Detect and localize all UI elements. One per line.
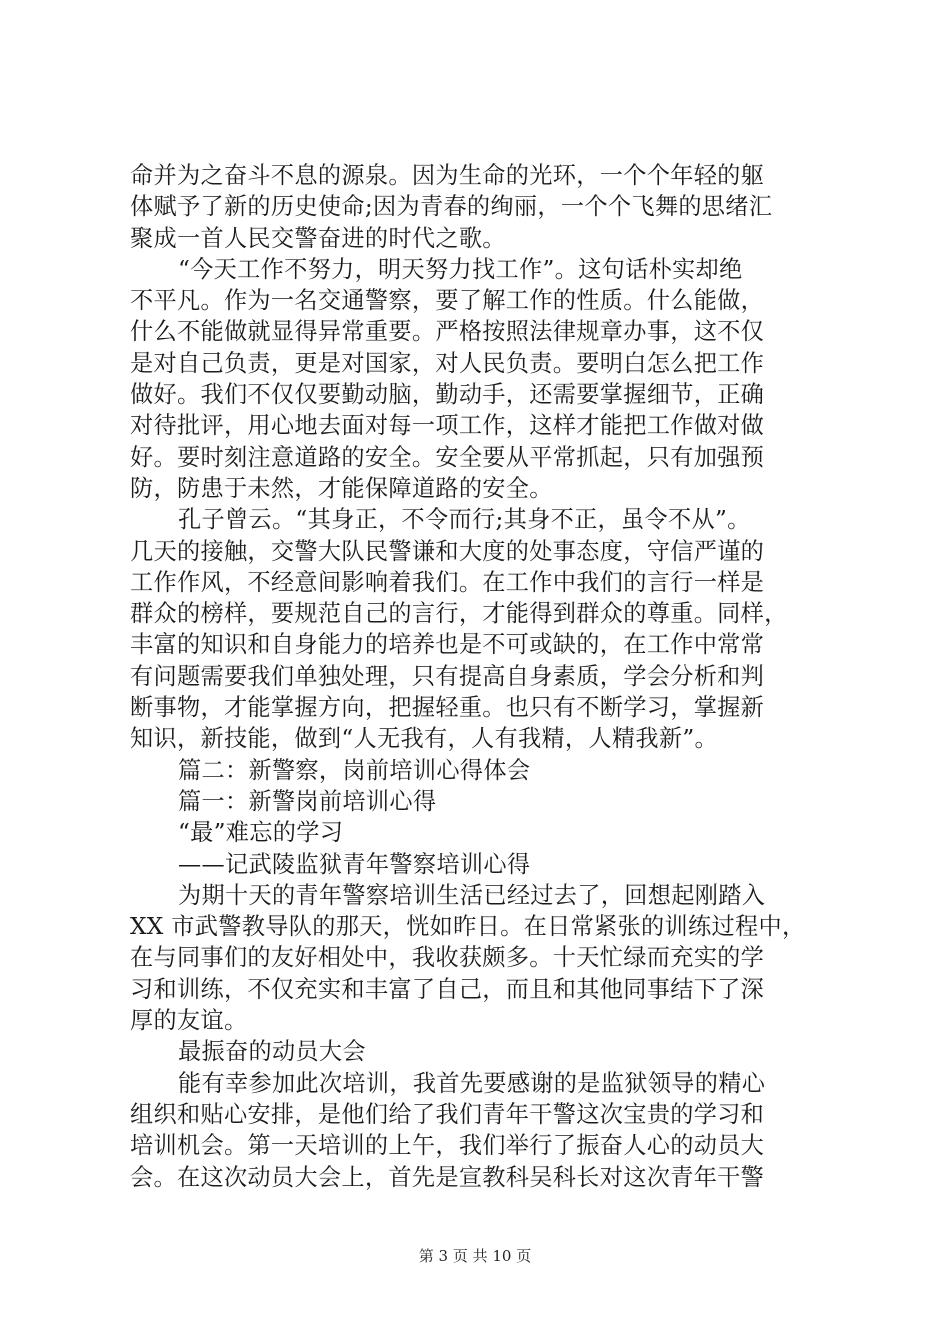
body-line: 断事物，才能掌握方向，把握轻重。也只有不断学习，掌握新: [130, 694, 765, 722]
body-line: 为期十天的青年警察培训生活已经过去了，回想起刚踏入: [178, 881, 766, 909]
document-body: [130, 160, 830, 1193]
section-heading: 最振奋的动员大会: [178, 1038, 366, 1066]
body-line: 在与同事们的友好相处中，我收获颇多。十天忙绿而充实的学: [130, 944, 765, 972]
body-line: 体赋予了新的历史使命;因为青春的绚丽，一个个飞舞的思绪汇: [130, 193, 773, 221]
body-line: 孔子曾云。“其身正，不令而行;其身不正，虽令不从”。: [178, 506, 751, 534]
body-line: 培训机会。第一天培训的上午，我们举行了振奋人心的动员大: [130, 1132, 765, 1160]
page-number-footer: 第 3 页 共 10 页: [418, 1247, 532, 1265]
body-line: “今天工作不努力，明天努力找工作”。这句话朴实却绝: [178, 255, 743, 283]
section-heading: 篇二：新警察，岗前培训心得体会: [178, 756, 531, 784]
body-line: 能有幸参加此次培训，我首先要感谢的是监狱领导的精心: [178, 1069, 766, 1097]
body-line: 不平凡。作为一名交通警察，要了解工作的性质。什么能做，: [130, 287, 765, 315]
body-line: 对待批评，用心地去面对每一项工作，这样才能把工作做对做: [130, 412, 765, 440]
body-line: 习和训练，不仅充实和丰富了自己，而且和其他同事结下了深: [130, 975, 765, 1003]
body-line: 群众的榜样，要规范自己的言行，才能得到群众的尊重。同样，: [130, 600, 788, 628]
section-heading: 篇一：新警岗前培训心得: [178, 787, 437, 815]
body-line: 命并为之奋斗不息的源泉。因为生命的光环，一个个年轻的躯: [130, 162, 765, 189]
body-line: 厚的友谊。: [130, 1007, 248, 1035]
body-line: 几天的接触，交警大队民警谦和大度的处事态度，守信严谨的: [130, 537, 765, 565]
body-line: 防，防患于未然，才能保障道路的安全。: [130, 474, 553, 502]
body-line: 做好。我们不仅仅要勤动脑，勤动手，还需要掌握细节，正确: [130, 381, 765, 409]
body-line: 聚成一首人民交警奋进的时代之歌。: [130, 224, 506, 252]
body-line: 丰富的知识和自身能力的培养也是不可或缺的，在工作中常常: [130, 631, 765, 659]
body-line: XX 市武警教导队的那天，恍如昨日。在日常紧张的训练过程中，: [130, 913, 806, 941]
article-title: “最”难忘的学习: [178, 819, 344, 847]
body-line: 工作作风，不经意间影响着我们。在工作中我们的言行一样是: [130, 568, 765, 596]
body-line: 会。在这次动员大会上，首先是宣教科吴科长对这次青年干警: [130, 1163, 765, 1191]
body-line: 好。要时刻注意道路的安全。安全要从平常抓起，只有加强预: [130, 443, 765, 471]
body-line: 有问题需要我们单独处理，只有提高自身素质，学会分析和判: [130, 662, 765, 690]
body-line: 知识，新技能，做到“人无我有，人有我精，人精我新”。: [130, 725, 719, 753]
article-subtitle: ——记武陵监狱青年警察培训心得: [178, 850, 531, 878]
body-line: 是对自己负责，更是对国家，对人民负责。要明白怎么把工作: [130, 349, 765, 377]
body-line: 什么不能做就显得异常重要。严格按照法律规章办事，这不仅: [130, 318, 765, 346]
body-line: 组织和贴心安排，是他们给了我们青年干警这次宝贵的学习和: [130, 1100, 765, 1128]
